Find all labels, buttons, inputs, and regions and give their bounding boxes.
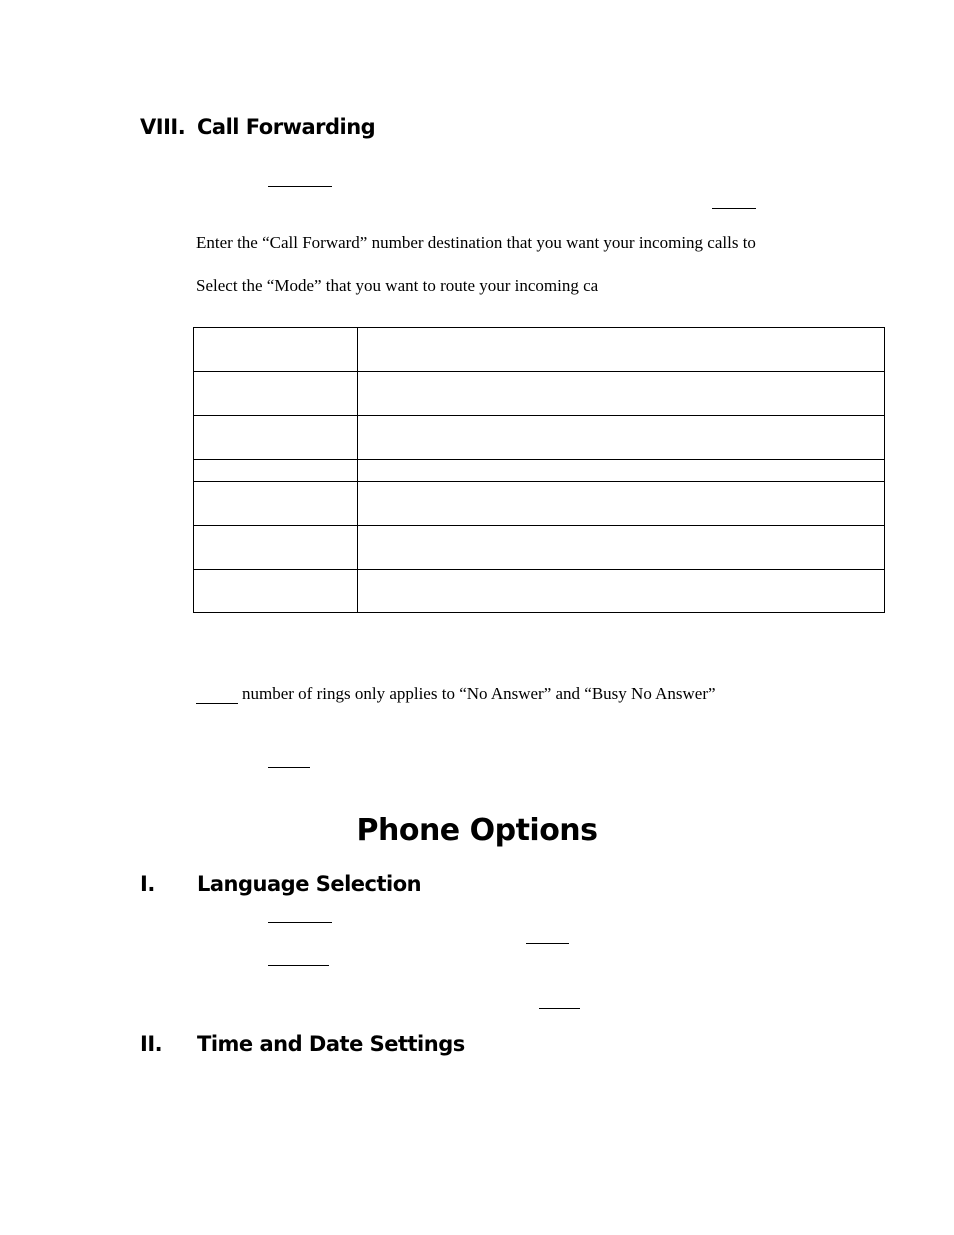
table-cell-mode (194, 416, 358, 460)
section-title-time-date-settings: Time and Date Settings (197, 1032, 465, 1056)
call-forward-mode-table (193, 327, 885, 613)
page-title-phone-options: Phone Options (356, 813, 598, 848)
blank-underline (268, 186, 332, 187)
table-row (194, 526, 885, 570)
blank-underline (196, 703, 238, 704)
section-title-call-forwarding: Call Forwarding (197, 115, 376, 139)
table-row (194, 460, 885, 482)
blank-underline (268, 965, 329, 966)
table-cell-mode (194, 526, 358, 570)
blank-underline (268, 922, 332, 923)
table-row (194, 482, 885, 526)
table-row (194, 328, 885, 372)
table-cell-mode (194, 328, 358, 372)
table-cell-mode (194, 570, 358, 613)
mode-instruction: Select the “Mode” that you want to route your incoming ca (196, 276, 599, 295)
rings-note: number of rings only applies to “No Answer” and “Busy No Answer” (242, 684, 716, 703)
call-forward-instruction: Enter the “Call Forward” number destination that you want your incoming calls to (196, 233, 756, 252)
table-cell-description (358, 482, 885, 526)
blank-underline (539, 1008, 580, 1009)
section-number-i: I. (140, 872, 155, 896)
section-number-viii: VIII. (140, 115, 186, 139)
table-row (194, 570, 885, 613)
table-cell-mode (194, 460, 358, 482)
blank-underline (712, 208, 756, 209)
table-cell-mode (194, 482, 358, 526)
table-row (194, 372, 885, 416)
table-cell-description (358, 372, 885, 416)
table-cell-description (358, 526, 885, 570)
table-cell-description (358, 328, 885, 372)
table-row (194, 416, 885, 460)
blank-underline (268, 767, 310, 768)
section-title-language-selection: Language Selection (197, 872, 422, 896)
blank-underline (526, 943, 569, 944)
table-cell-description (358, 570, 885, 613)
section-number-ii: II. (140, 1032, 163, 1056)
table-cell-description (358, 460, 885, 482)
table-cell-mode (194, 372, 358, 416)
table-cell-description (358, 416, 885, 460)
